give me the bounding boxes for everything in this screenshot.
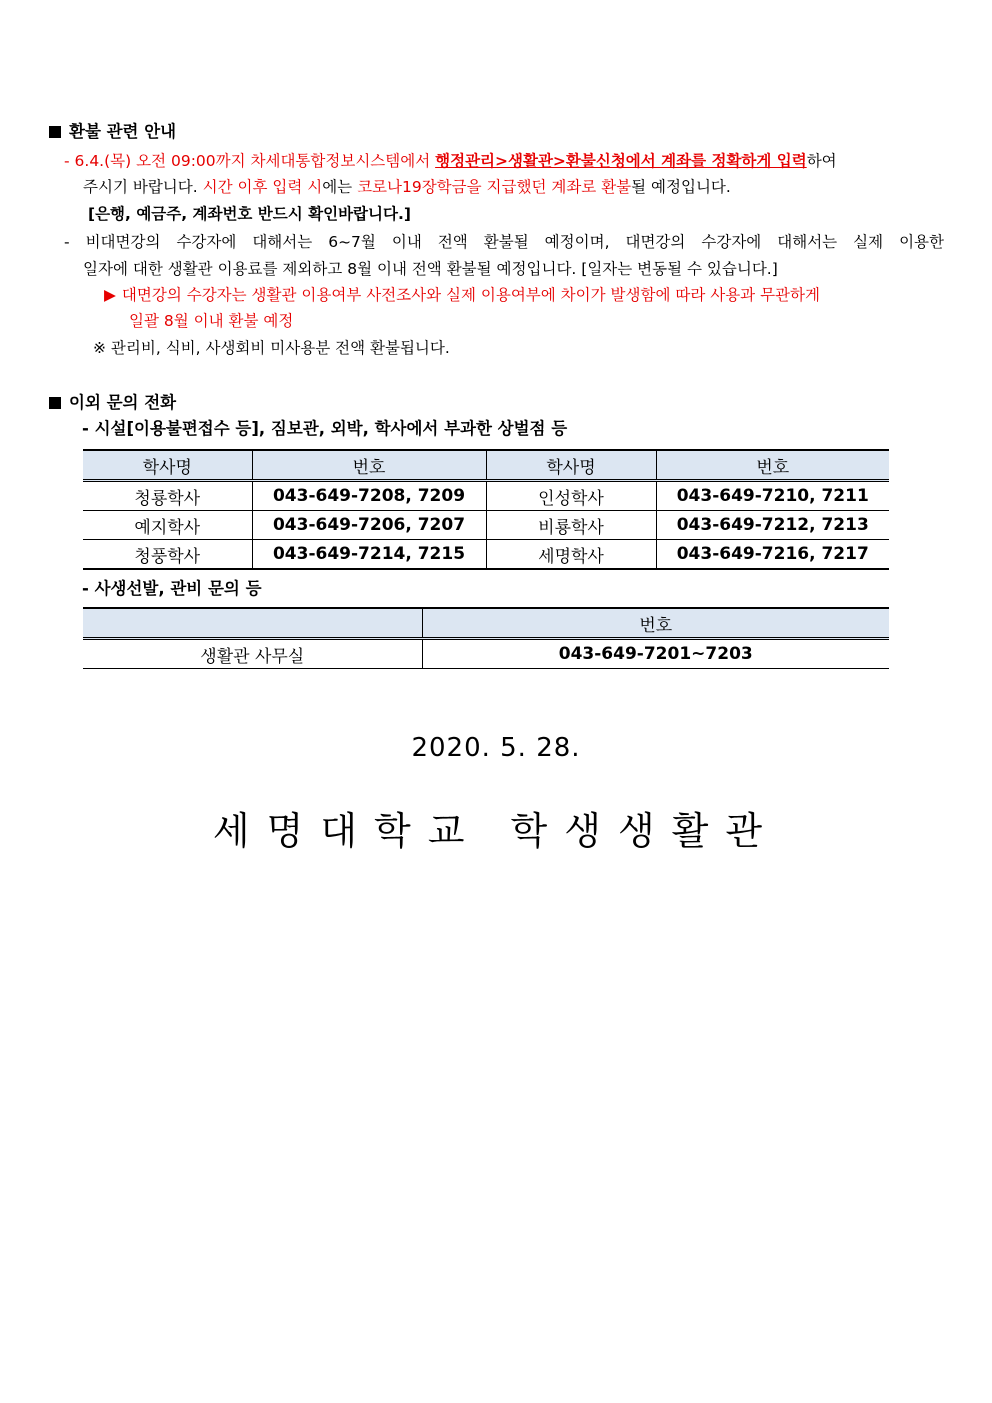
dormitory-contact-table [83,449,889,570]
table-row [83,511,889,540]
issuer-signature: 세명대학교 학생생활관 [212,809,780,853]
refund-menu-path: 행정관리>생활관>환불신청에서 계좌를 정확하게 입력 [435,152,807,170]
office-contact-table [83,607,889,669]
dorm-name: 청룡학사 [83,481,252,511]
refund-line-2-e: 될 예정입니다. [631,178,731,196]
dorm-name: 비룡학사 [486,511,656,540]
arrow-icon: ▶ [104,286,116,304]
refund-deadline-text: 6.4.(목) 오전 09:00까지 차세대통합정보시스템에서 [74,152,436,170]
late-input-text: 시간 이후 입력 시 [202,178,323,196]
refund-line-1-tail: 하여 [806,152,837,170]
refund-line-8: ※ 관리비, 식비, 사생회비 미사용분 전액 환불됩니다. [93,339,450,357]
square-bullet-icon [49,397,61,409]
refund-line-1 [64,151,837,171]
office-name: 생활관 사무실 [83,639,422,669]
phone-number: 043-649-7206, 7207 [252,511,486,540]
dorm-name: 인성학사 [486,481,656,511]
column-header: 학사명 [83,450,252,481]
dorm-name: 예지학사 [83,511,252,540]
table-header-row [83,608,889,639]
table-row [83,540,889,570]
phone-number: 043-649-7214, 7215 [252,540,486,570]
refund-line-2-c: 에는 [322,178,358,196]
column-header: 번호 [422,608,889,639]
notice-date: 2020. 5. 28. [411,733,581,763]
column-header [83,608,422,639]
refund-line-7: 일괄 8월 이내 환불 예정 [129,312,294,330]
account-check-note: [은행, 예금주, 계좌번호 반드시 확인바랍니다.] [88,205,411,223]
facility-inquiry-subheading: - 시설[이용불편접수 등], 짐보관, 외박, 학사에서 부과한 상벌점 등 [82,419,568,438]
table-row [83,639,889,669]
refund-line-4: - 비대면강의 수강자에 대해서는 6~7월 이내 전액 환불될 예정이며, 대면강의 수강자에 대해서는 실제 이용한 [64,233,944,251]
column-header: 학사명 [486,450,656,481]
column-header: 번호 [252,450,486,481]
phone-number: 043-649-7212, 7213 [656,511,889,540]
refund-line-6-text: 대면강의 수강자는 생활관 이용여부 사전조사와 실제 이용여부에 차이가 발생함에 따라 사용과 무관하게 [121,286,820,304]
table-header-row [83,450,889,481]
phone-number: 043-649-7208, 7209 [252,481,486,511]
refund-heading [49,122,176,142]
refund-heading-text: 환불 관련 안내 [69,122,177,141]
refund-line-2-a: 주시기 바랍니다. [83,178,203,196]
inquiry-heading [49,393,176,413]
phone-number: 043-649-7210, 7211 [676,486,869,506]
inquiry-heading-text: 이외 문의 전화 [69,393,177,412]
refund-line-6 [104,285,820,305]
table-row [83,481,889,511]
selection-inquiry-subheading: - 사생선발, 관비 문의 등 [82,579,262,598]
refund-line-2 [83,177,731,197]
square-bullet-icon [49,126,61,138]
dash-marker: - [64,152,75,170]
dorm-name: 세명학사 [486,540,656,570]
phone-number: 043-649-7201~7203 [558,644,753,664]
refund-line-5: 일자에 대한 생활관 이용료를 제외하고 8월 이내 전액 환불될 예정입니다. [일자는 변동될 수 있습니다.] [83,260,778,278]
column-header: 번호 [656,450,889,481]
phone-number: 043-649-7216, 7217 [656,540,889,570]
dorm-name: 청풍학사 [83,540,252,570]
covid-account-text: 코로나19장학금을 지급했던 계좌로 환불 [357,178,632,196]
